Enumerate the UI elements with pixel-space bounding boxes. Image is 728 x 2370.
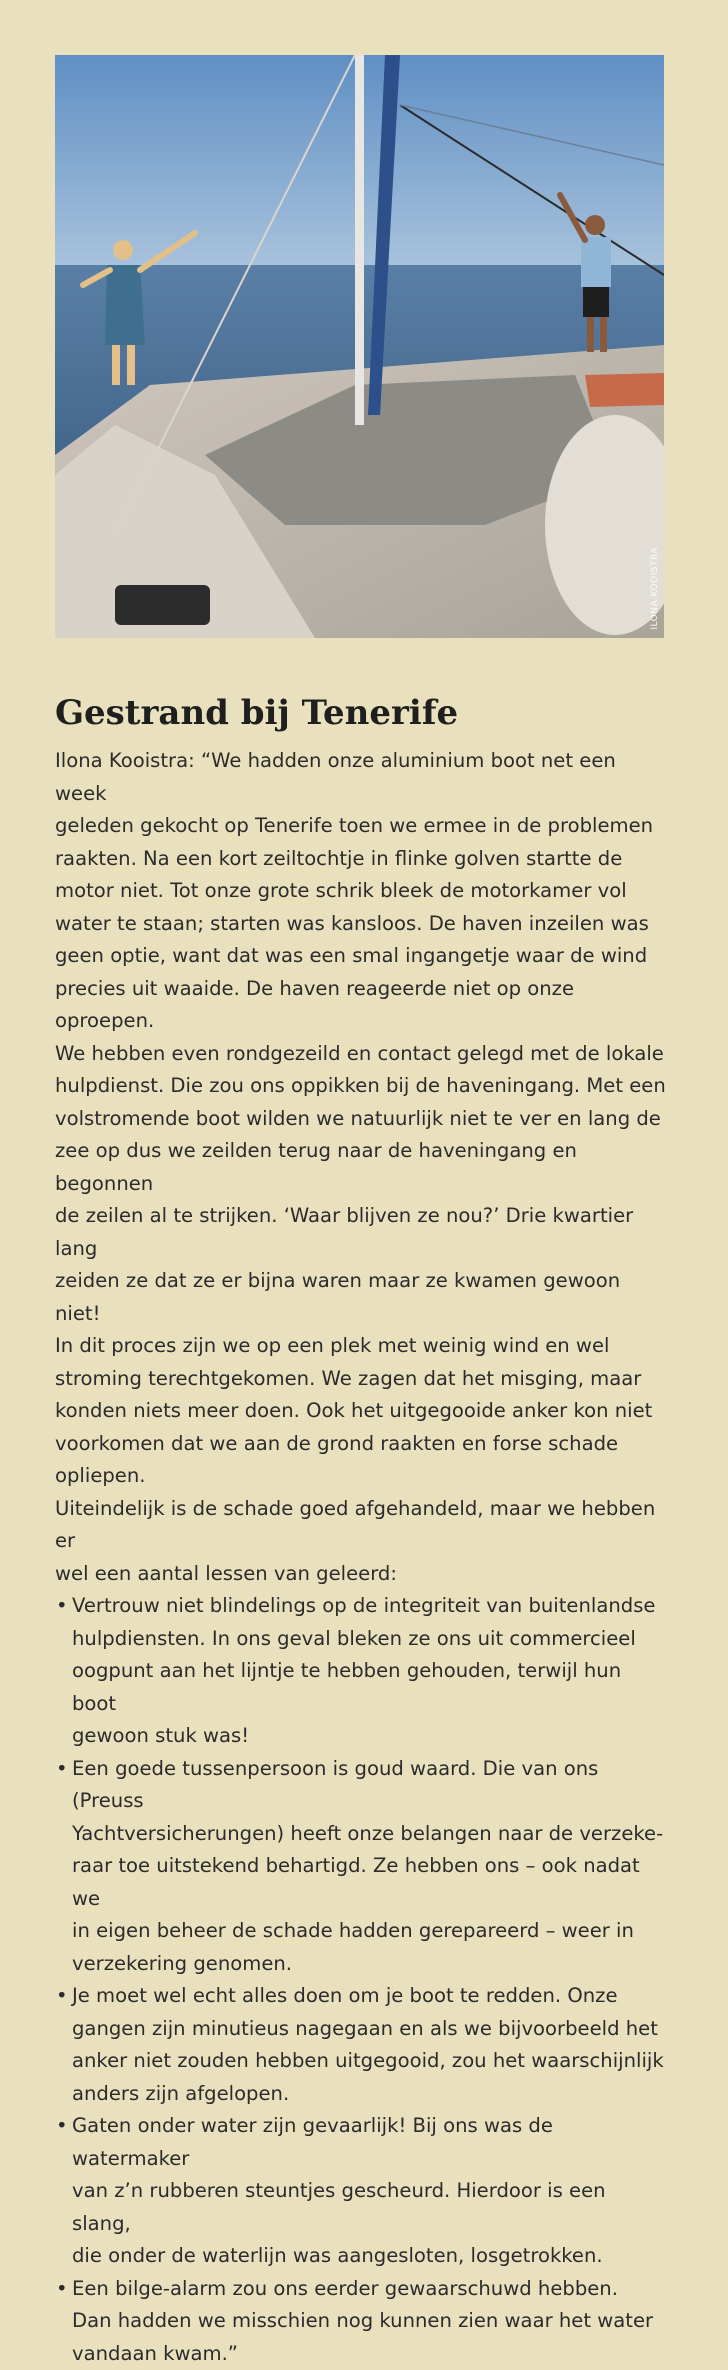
article-title: Gestrand bij Tenerife (55, 692, 458, 734)
conclusion-paragraph: Uiteindelijk is de schade goed afgehandeld, maar we hebben er wel een aantal lessen van geleerd: (55, 1493, 670, 1591)
intro-paragraph: Ilona Kooistra: “We hadden onze aluminium boot net een week geleden gekocht op Tenerife toen we ermee in de problemen raakten. Na een kort zeiltochtje in flinke golven startte de motor niet. Tot onze grote schrik bleek de motorkamer vol water te staan; starten was kansloos. De haven inzeilen was geen optie, want dat was een smal ingangetje waar de wind precies uit waaide. De haven reageerde niet op onze oproepen. We hebben even rondgezeild en contact gelegd met de lokale hulpdienst. Die zou ons oppikken bij de haveningang. Met een volstromende boot wilden we natuurlijk niet te ver en lang de zee op dus we zeilden terug naar de haveningang en begonnen de zeilen al te strijken. ‘Waar blijven ze nou?’ Drie kwartier lang zeiden ze dat ze er bijna waren maar ze kwamen gewoon niet! In dit proces zijn we op een plek met weinig wind en wel stroming terechtgekomen. We zagen dat het misging, maar konden niets meer doen. Ook het uitgegooide anker kon niet voorkomen dat we aan de grond raakten en forse schade opliepen. (55, 745, 670, 1493)
mast (355, 55, 364, 425)
catamaran-illustration (55, 55, 664, 638)
list-item: • Een goede tussenpersoon is goud waard. Die van ons (Preuss Yachtversicherungen) heeft onze belangen naar de verzeke- raar toe uitstekend behartigd. Ze hebben ons – ook nadat we in eigen beheer de schade hadden gerepareerd – weer in verzekering genomen. (55, 1753, 670, 1981)
article-photo (55, 55, 664, 638)
list-item: • Je moet wel echt alles doen om je boot te redden. Onze gangen zijn minutieus nagegaan en als we bijvoorbeeld het anker niet zouden hebben uitgegooid, zou het waarschijnlijk anders zijn afgelopen. (55, 1980, 670, 2110)
hatch (115, 585, 210, 625)
red-cushion (585, 373, 664, 407)
list-item: • Vertrouw niet blindelings op de integriteit van buitenlandse hulpdiensten. In ons geval bleken ze ons uit commercieel oogpunt aan het lijntje te hebben gehouden, terwijl hun boot gewoon stuk was! (55, 1590, 670, 1753)
article-body (55, 745, 670, 2370)
list-item: • Een bilge-alarm zou ons eerder gewaarschuwd hebben. Dan hadden we misschien nog kunnen zien waar het water vandaan kwam.” (55, 2273, 670, 2370)
lessons-list (55, 1590, 670, 2370)
list-item: • Gaten onder water zijn gevaarlijk! Bij ons was de watermaker van z’n rubberen steuntjes gescheurd. Hierdoor is een slang, die onder de waterlijn was aangesloten, losgetrokken. (55, 2110, 670, 2273)
photo-credit: ILONA KOOISTRA (650, 547, 660, 630)
